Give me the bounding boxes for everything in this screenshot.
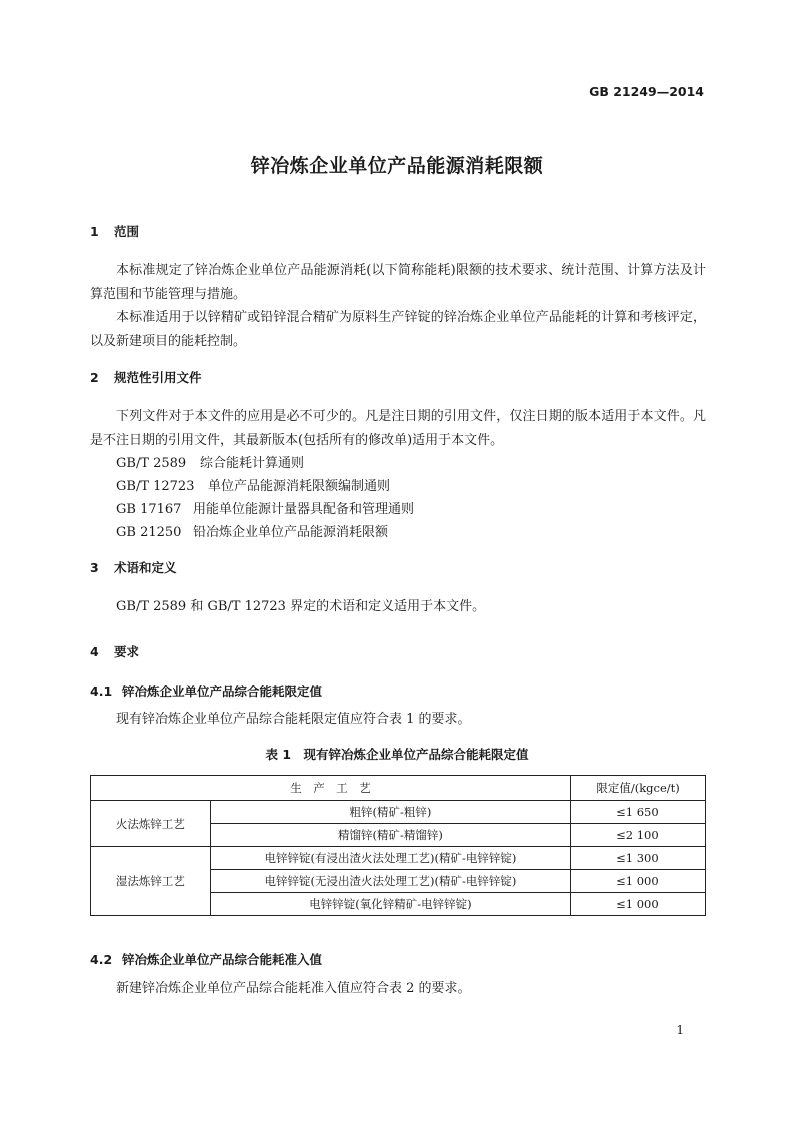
reference-name: 铅冶炼企业单位产品能源消耗限额	[193, 525, 389, 540]
reference-item	[116, 475, 390, 494]
reference-item	[116, 521, 388, 540]
group-name: 火法炼锌工艺	[91, 801, 211, 847]
reference-code: GB 21250	[116, 525, 182, 540]
section-4-number: 4	[90, 644, 99, 659]
standard-code: GB 21249—2014	[589, 84, 704, 99]
section-4-2-number: 4.2	[90, 952, 113, 967]
energy-limit-table	[90, 775, 706, 916]
section-1-title: 范围	[114, 224, 140, 239]
table-row	[91, 801, 706, 824]
group-name: 湿法炼锌工艺	[91, 847, 211, 916]
section-3-title: 术语和定义	[114, 560, 177, 575]
reference-item	[116, 452, 304, 471]
page-number: 1	[676, 1023, 684, 1037]
process-item: 电锌锌锭(氧化锌精矿-电锌锌锭)	[210, 893, 570, 916]
table-1-caption: 表 1 现有锌冶炼企业单位产品综合能耗限定值	[265, 747, 529, 762]
reference-item	[116, 498, 414, 517]
limit-value: ≤2 100	[571, 824, 706, 847]
section-4-2-text: 新建锌冶炼企业单位产品综合能耗准入值应符合表 2 的要求。	[116, 981, 471, 996]
section-3-text: GB/T 2589 和 GB/T 12723 界定的术语和定义适用于本文件。	[116, 599, 486, 614]
reference-code: GB 17167	[116, 502, 182, 517]
reference-name: 综合能耗计算通则	[200, 456, 305, 471]
section-1-heading	[90, 222, 139, 240]
section-3-heading	[90, 558, 177, 576]
reference-code: GB/T 2589	[116, 456, 187, 471]
section-1-paragraph-1: 本标准规定了锌冶炼企业单位产品能源消耗(以下简称能耗)限额的技术要求、统计范围、计算方法及计算范围和节能管理与措施。	[90, 263, 706, 302]
reference-name: 用能单位能源计量器具配备和管理通则	[193, 502, 415, 517]
process-item: 电锌锌锭(有浸出渣火法处理工艺)(精矿-电锌锌锭)	[210, 847, 570, 870]
reference-code: GB/T 12723	[116, 479, 195, 494]
table-header-row	[91, 776, 706, 801]
section-2-title: 规范性引用文件	[114, 370, 202, 385]
section-4-1-title: 锌冶炼企业单位产品综合能耗限定值	[122, 684, 323, 699]
limit-value: ≤1 000	[571, 893, 706, 916]
section-4-heading	[90, 642, 139, 660]
section-2-number: 2	[90, 370, 99, 385]
reference-name: 单位产品能源消耗限额编制通则	[208, 479, 391, 494]
section-2-intro: 下列文件对于本文件的应用是必不可少的。凡是注日期的引用文件，仅注日期的版本适用于本文件。凡是不注日期的引用文件，其最新版本(包括所有的修改单)适用于本文件。	[90, 409, 706, 448]
limit-value: ≤1 650	[571, 801, 706, 824]
process-item: 精馏锌(精矿-精馏锌)	[210, 824, 570, 847]
limit-value: ≤1 300	[571, 847, 706, 870]
section-4-1-text: 现有锌冶炼企业单位产品综合能耗限定值应符合表 1 的要求。	[116, 712, 471, 727]
table-row	[91, 847, 706, 870]
section-3-number: 3	[90, 560, 99, 575]
section-2-heading	[90, 368, 202, 386]
section-4-2-heading	[90, 950, 322, 968]
section-1-number: 1	[90, 224, 99, 239]
section-4-title: 要求	[114, 644, 140, 659]
process-item: 电锌锌锭(无浸出渣火法处理工艺)(精矿-电锌锌锭)	[210, 870, 570, 893]
process-item: 粗锌(精矿-粗锌)	[210, 801, 570, 824]
section-4-1-number: 4.1	[90, 684, 113, 699]
section-4-1-heading	[90, 682, 322, 700]
section-4-2-title: 锌冶炼企业单位产品综合能耗准入值	[122, 952, 323, 967]
section-1-paragraph-2: 本标准适用于以锌精矿或铅锌混合精矿为原料生产锌锭的锌冶炼企业单位产品能耗的计算和考核评定，以及新建项目的能耗控制。	[90, 310, 706, 349]
header-process: 生 产 工 艺	[91, 776, 571, 801]
document-title: 锌冶炼企业单位产品能源消耗限额	[250, 155, 544, 177]
header-limit: 限定值/(kgce/t)	[571, 776, 706, 801]
limit-value: ≤1 000	[571, 870, 706, 893]
